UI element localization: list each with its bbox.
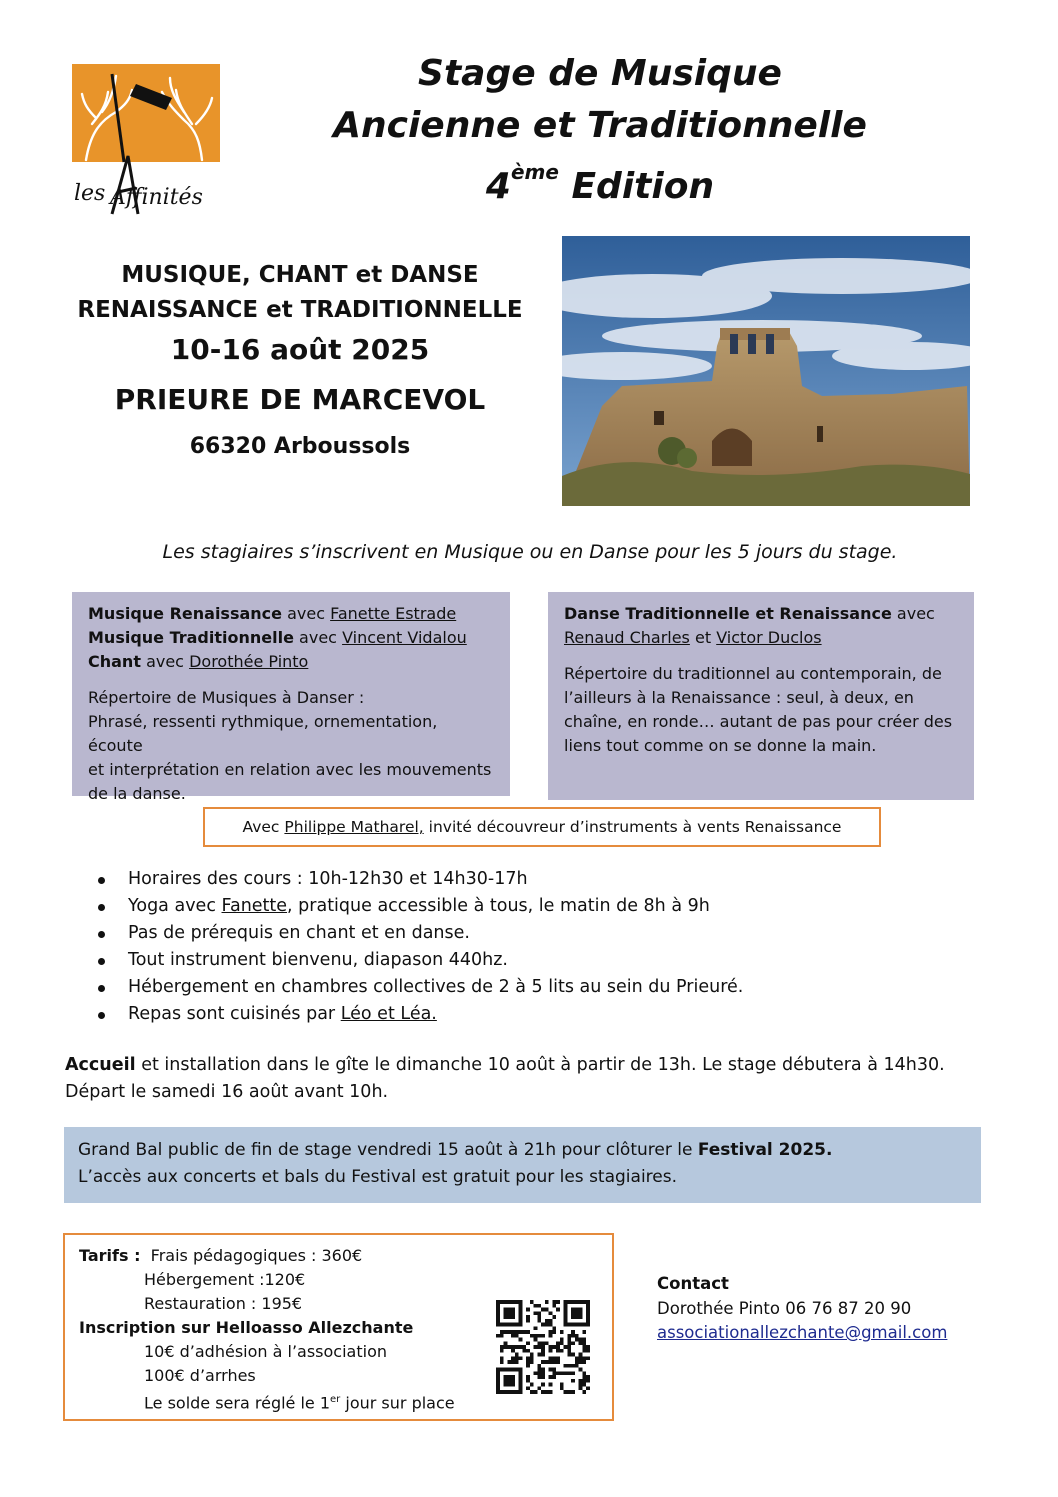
festival-line-2: L’accès aux concerts et bals du Festival est gratuit pour les stagiaires. (78, 1167, 678, 1187)
intro-text: Les stagiaires s’inscrivent en Musique ou en Danse pour les 5 jours du stage. (162, 541, 898, 563)
list-item-text: Yoga avec (128, 896, 216, 916)
guest-prefix: Avec (242, 818, 280, 836)
teacher-link-vincent[interactable]: Vincent Vidalou (342, 628, 467, 647)
bullet-icon (98, 877, 105, 884)
event-heading (70, 258, 530, 464)
guest-suffix: invité découvreur d’instruments à vents Renaissance (428, 818, 842, 836)
contact-email-link[interactable]: associationallezchante@gmail.com (657, 1323, 948, 1342)
priory-photo (562, 236, 970, 506)
dance-description-line: Répertoire du traditionnel au contemporain, de (564, 664, 942, 683)
list-item (88, 866, 988, 893)
solde-sup: er (330, 1394, 341, 1405)
bullet-icon (98, 958, 105, 965)
music-repertoire-line: de la danse. (88, 784, 186, 803)
logo-text-les: les (74, 181, 106, 206)
music-repertoire-line: Phrasé, ressenti rythmique, ornementation, écoute (88, 712, 438, 755)
edition-sup: ème (510, 160, 559, 184)
music-traditional-row (88, 626, 494, 650)
and-text: et (694, 628, 712, 647)
music-workshop-box (72, 592, 510, 803)
with-text: avec (896, 604, 935, 623)
inscription-arrhes: 100€ d’arrhes (144, 1366, 256, 1385)
cooks-link[interactable]: Léo et Léa. (340, 1004, 437, 1024)
teacher-link-renaud[interactable]: Renaud Charles (564, 628, 690, 647)
contact-name-phone: Dorothée Pinto 06 76 87 20 90 (657, 1298, 912, 1318)
with-text: avec (287, 604, 326, 623)
yoga-teacher-link[interactable]: Fanette (221, 896, 288, 916)
chant-row (88, 650, 494, 674)
dance-description-line: l’ailleurs à la Renaissance : seul, à deux, en (564, 688, 914, 707)
accueil-rest: et installation dans le gîte le dimanche 10 août à partir de 13h. Le stage débutera à 14h30. (141, 1055, 945, 1075)
music-repertoire-title: Répertoire de Musiques à Danser : (88, 688, 365, 707)
teacher-link-fanette[interactable]: Fanette Estrade (330, 604, 457, 623)
event-line-1: MUSIQUE, CHANT et DANSE (121, 262, 479, 288)
music-renaissance-row (88, 602, 494, 626)
list-item-text: , pratique accessible à tous, le matin de 8h à 9h (287, 896, 710, 916)
les-affinites-logo (72, 64, 222, 216)
page-title (330, 48, 870, 213)
guest-link-philippe[interactable]: Philippe Matharel, (284, 818, 424, 836)
list-item-text: Hébergement en chambres collectives de 2 à 5 lits au sein du Prieuré. (128, 977, 744, 997)
with-text: avec (146, 652, 184, 671)
festival-line-1 (78, 1137, 967, 1164)
music-renaissance-title: Musique Renaissance (88, 604, 282, 623)
inscription-adhesion: 10€ d’adhésion à l’association (144, 1342, 387, 1361)
dance-description-line: chaîne, en ronde… autant de pas pour créer des (564, 712, 953, 731)
accueil-text (65, 1052, 985, 1106)
list-item-text: Tout instrument bienvenu, diapason 440hz. (128, 950, 508, 970)
contact-label (657, 1272, 977, 1297)
list-item (88, 974, 988, 1001)
with-text: avec (299, 628, 337, 647)
contact-title: Contact (657, 1274, 729, 1293)
list-item (88, 893, 988, 920)
tarif-row (79, 1244, 598, 1268)
chant-title: Chant (88, 652, 141, 671)
inscription-label: Inscription sur Helloasso Allezchante (79, 1318, 414, 1337)
edition-number: 4 (485, 166, 511, 207)
event-venue: PRIEURE DE MARCEVOL (114, 383, 486, 416)
title-line-1: Stage de Musique (418, 53, 782, 94)
qr-code-icon[interactable] (496, 1300, 590, 1394)
event-address: 66320 Arboussols (189, 434, 411, 459)
guest-banner (203, 807, 881, 847)
solde-text: jour sur place (345, 1393, 455, 1413)
dance-title: Danse Traditionnelle et Renaissance (564, 604, 892, 623)
accueil-bold: Accueil (65, 1055, 136, 1075)
list-item-text: Repas sont cuisinés par (128, 1004, 336, 1024)
list-item (88, 920, 988, 947)
tarifs-label: Tarifs : (79, 1246, 141, 1265)
dance-workshop-box (548, 592, 974, 800)
logo-orange-block (72, 64, 220, 162)
accueil-line-1 (65, 1052, 985, 1079)
bullet-icon (98, 985, 105, 992)
hands-logo-icon (72, 64, 222, 216)
music-traditional-title: Musique Traditionnelle (88, 628, 294, 647)
title-line-2: Ancienne et Traditionnelle (333, 105, 867, 146)
dance-description-line: liens tout comme on se donne la main. (564, 736, 877, 755)
list-item-text: Pas de prérequis en chant et en danse. (128, 923, 470, 943)
teacher-link-victor[interactable]: Victor Duclos (716, 628, 822, 647)
festival-box (64, 1127, 981, 1203)
bullet-icon (98, 1012, 105, 1019)
tarif-frais: Frais pédagogiques : 360€ (150, 1246, 363, 1265)
dance-title-row (564, 602, 958, 626)
tarif-restauration: Restauration : 195€ (144, 1294, 303, 1313)
event-dates: 10-16 août 2025 (170, 333, 430, 366)
edition-word: Edition (571, 166, 715, 207)
list-item (88, 947, 988, 974)
music-repertoire-line: et interprétation en relation avec les mouvements (88, 760, 492, 779)
event-line-2: RENAISSANCE et TRADITIONNELLE (77, 297, 523, 323)
accueil-line-2: Départ le samedi 16 août avant 10h. (65, 1082, 389, 1102)
contact-block (657, 1272, 977, 1346)
logo-text-affinites: Affinités (110, 185, 203, 210)
bullet-icon (98, 904, 105, 911)
festival-name: Festival 2025. (697, 1140, 833, 1160)
dance-teachers-row (564, 626, 958, 650)
list-item-text: Horaires des cours : 10h-12h30 et 14h30-17h (128, 869, 528, 889)
festival-text: Grand Bal public de fin de stage vendredi 15 août à 21h pour clôturer le (78, 1140, 693, 1160)
bullet-icon (98, 931, 105, 938)
contact-email-row (657, 1321, 977, 1346)
tarif-hebergement: Hébergement :120€ (144, 1270, 306, 1289)
title-line-3 (330, 152, 870, 213)
list-item (88, 1001, 988, 1028)
solde-text: Le solde sera réglé le 1 (144, 1393, 331, 1413)
teacher-link-dorothee[interactable]: Dorothée Pinto (189, 652, 309, 671)
info-list (88, 866, 988, 1028)
